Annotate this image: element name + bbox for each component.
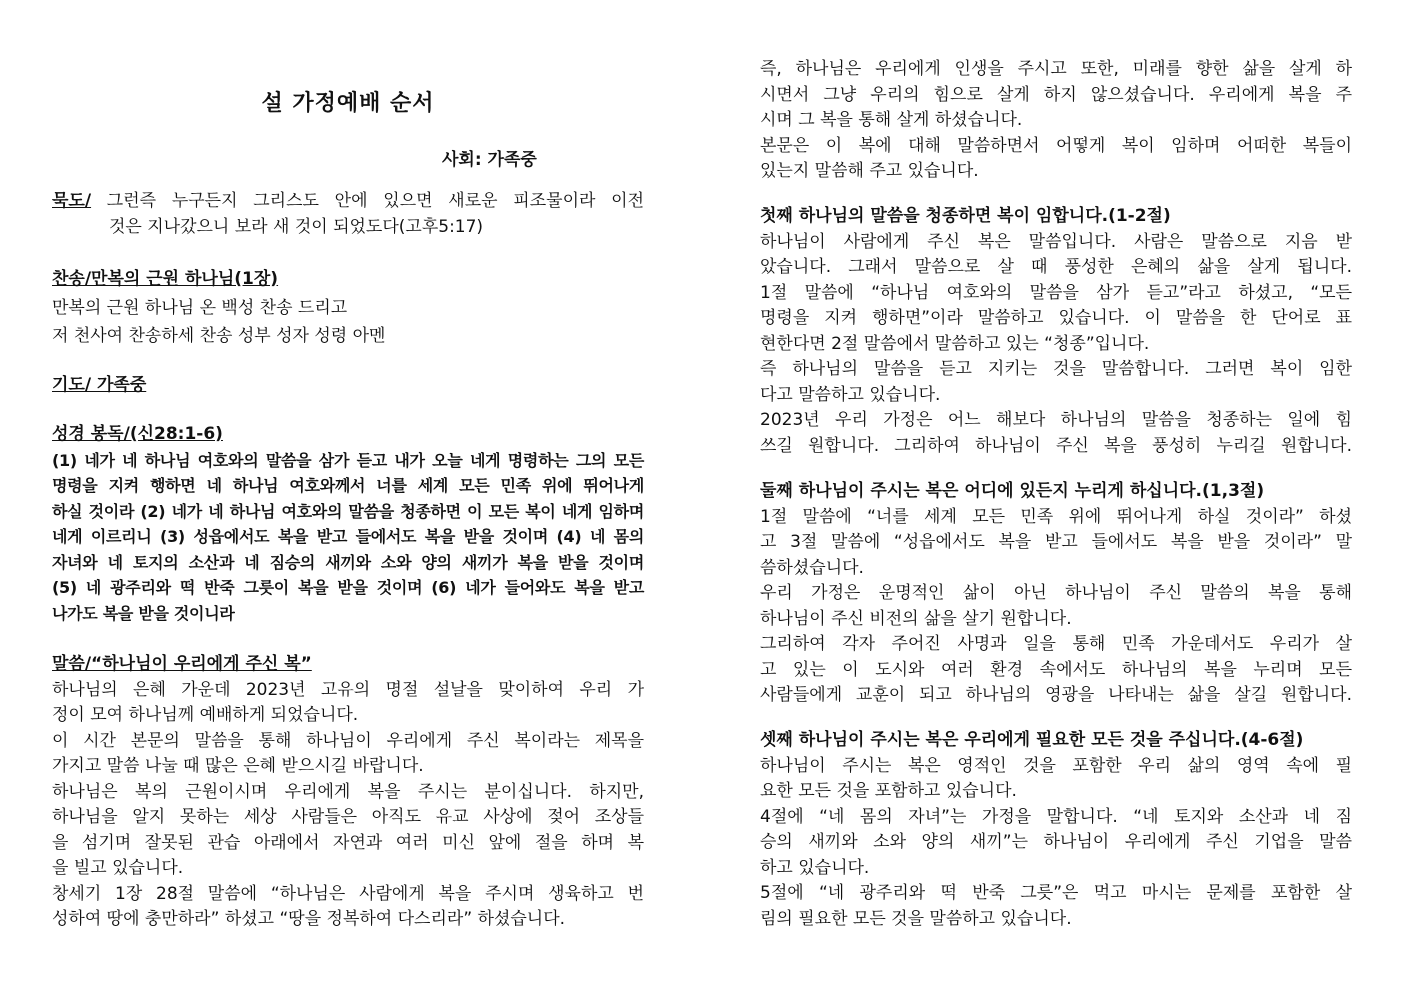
point1-heading: 첫째 하나님의 말씀을 청종하면 복이 임합니다.(1-2절)	[760, 206, 1171, 226]
hymn-line-2: 저 천사여 찬송하세 찬송 성부 성자 성령 아멘	[52, 326, 386, 346]
mukdo-label: 묵도/	[52, 191, 92, 211]
sermon-line: 하나님은 복의 근원이시며 우리에게 복을 주시는 분이십니다. 하지만,	[52, 781, 644, 802]
sermon-line: 정이 모여 하나님께 예배하게 되었습니다.	[52, 705, 359, 725]
point3-line: 5절에 “네 광주리와 떡 반죽 그릇”은 먹고 마시는 문제를 포함한 살	[760, 883, 1352, 903]
intro-line: 시며 그 복을 통해 살게 하셨습니다.	[760, 110, 1023, 130]
point3-line: 하나님이 주시는 복은 영적인 것을 포함한 우리 삶의 영역 속에 필	[760, 755, 1352, 776]
scripture-line: 자녀와 네 토지의 소산과 네 짐승의 새끼와 소와 양의 새끼가 복을 받을 것이며	[52, 552, 644, 572]
point2-line: 사람들에게 교훈이 되고 하나님의 영광을 나타내는 삶을 살길 원합니다.	[760, 685, 1352, 705]
point1-line: 하나님이 사람에게 주신 복은 말씀입니다. 사람은 말씀으로 지음 받	[760, 231, 1352, 252]
point1-line: 명령을 지켜 행하면”이라 말씀하고 있습니다. 이 말씀을 한 단어로 표	[760, 308, 1352, 328]
sermon-line: 성하여 땅에 충만하라” 하셨고 “땅을 정복하여 다스리라” 하셨습니다.	[52, 909, 566, 929]
sermon-line: 을 빌고 있습니다.	[52, 858, 184, 878]
prayer-heading: 기도/ 가족중	[52, 375, 147, 395]
sermon-line: 창세기 1장 28절 말씀에 “하나님은 사람에게 복을 주시며 생육하고 번	[52, 883, 644, 904]
scripture-section	[52, 422, 644, 626]
sermon-line: 가지고 말씀 나눌 때 많은 은혜 받으시길 바랍니다.	[52, 756, 424, 776]
point1-line: 쓰길 원합니다. 그리하여 하나님이 주신 복을 풍성히 누리길 원합니다.	[760, 435, 1352, 456]
point1-line: 2023년 우리 가정은 어느 해보다 하나님의 말씀을 청종하는 일에 힘	[760, 410, 1352, 430]
intro-line: 있는지 말씀해 주고 있습니다.	[760, 161, 979, 181]
hymn-heading: 찬송/만복의 근원 하나님(1장)	[52, 269, 279, 289]
mukdo-section	[52, 189, 644, 240]
point1-line: 다고 말씀하고 있습니다.	[760, 384, 941, 405]
point2-line: 고 있는 이 도시와 여러 환경 속에서도 하나님의 복을 누리며 모든	[760, 659, 1352, 680]
scripture-heading: 성경 봉독/(신28:1-6)	[52, 424, 223, 444]
point2-line: 씀하셨습니다.	[760, 557, 864, 578]
point3-line: 승의 새끼와 소와 양의 새끼”는 하나님이 우리에게 주신 기업을 말씀	[760, 832, 1352, 852]
sermon-heading: 말씀/“하나님이 우리에게 주신 복”	[52, 654, 312, 674]
sermon-line: 을 섬기며 잘못된 관습 아래에서 자연과 여러 미신 앞에 절을 하며 복	[52, 832, 644, 853]
intro-line: 시면서 그냥 우리의 힘으로 살게 하지 않으셨습니다. 우리에게 복을 주	[760, 84, 1352, 105]
sermon-line: 하나님을 알지 못하는 세상 사람들은 아직도 유교 사상에 젖어 조상들	[52, 807, 644, 827]
mukdo-line-2: 것은 지나갔으니 보라 새 것이 되었도다(고후5:17)	[109, 216, 484, 237]
mukdo-text: 그런즉 누구든지 그리스도 안에 있으면 새로운 피조물이라 이전	[91, 191, 644, 211]
point3-line: 림의 필요한 모든 것을 말씀하고 있습니다.	[760, 908, 1072, 929]
sermon-line: 하나님의 은혜 가운데 2023년 고유의 명절 설날을 맞이하여 우리 가	[52, 679, 644, 700]
scripture-line: 하실 것이라 (2) 네가 네 하나님 여호와의 말씀을 청종하면 이 모든 복이 네게 임하며	[52, 501, 644, 521]
point3-heading: 셋째 하나님이 주시는 복은 우리에게 필요한 모든 것을 주십니다.(4-6절)	[760, 730, 1304, 750]
hymn-section	[52, 267, 644, 350]
intro-section	[760, 57, 1352, 185]
point2-line: 1절 말씀에 “너를 세계 모든 민족 위에 뛰어나게 하실 것이라” 하셨	[760, 506, 1352, 527]
scripture-line: 명령을 지켜 행하면 네 하나님 여호와께서 너를 세계 모든 민족 위에 뛰어나게	[52, 476, 644, 495]
point2-line: 우리 가정은 운명적인 삶이 아닌 하나님이 주신 말씀의 복을 통해	[760, 583, 1352, 603]
sermon-section	[52, 652, 644, 933]
point2-line: 고 3절 말씀에 “성읍에서도 복을 받고 들에서도 복을 받을 것이라” 말	[760, 532, 1352, 552]
point2-line: 하나님이 주신 비전의 삶을 살기 원합니다.	[760, 608, 1072, 629]
point2-line: 그리하여 각자 주어진 사명과 일을 통해 민족 가운데서도 우리가 살	[760, 634, 1352, 654]
point3-section	[760, 728, 1352, 932]
point1-section	[760, 204, 1352, 459]
prayer-section	[52, 373, 644, 399]
sermon-line: 이 시간 본문의 말씀을 통해 하나님이 우리에게 주신 복이라는 제목을	[52, 730, 644, 751]
scripture-line: (5) 네 광주리와 떡 반죽 그릇이 복을 받을 것이며 (6) 네가 들어와도 복을 받고	[52, 578, 644, 597]
point3-line: 하고 있습니다.	[760, 857, 870, 878]
point3-line: 요한 모든 것을 포함하고 있습니다.	[760, 781, 1017, 801]
point2-section	[760, 479, 1352, 709]
scripture-line: 나가도 복을 받을 것이니라	[52, 603, 235, 623]
page-title: 설 가정예배 순서	[261, 91, 435, 116]
scripture-line: 네게 이르리니 (3) 성읍에서도 복을 받고 들에서도 복을 받을 것이며 (4) 네 몸의	[52, 527, 644, 546]
point2-heading: 둘째 하나님이 주시는 복은 어디에 있든지 누리게 하십니다.(1,3절)	[760, 481, 1265, 501]
point1-line: 즉 하나님의 말씀을 듣고 지키는 것을 말씀합니다. 그러면 복이 임한	[760, 359, 1352, 379]
hymn-line-1: 만복의 근원 하나님 온 백성 찬송 드리고	[52, 297, 348, 318]
point1-line: 1절 말씀에 “하나님 여호와의 말씀을 삼가 듣고”라고 하셨고, “모든	[760, 282, 1352, 303]
point1-line: 았습니다. 그래서 말씀으로 살 때 풍성한 은혜의 삶을 살게 됩니다.	[760, 257, 1352, 277]
host-line: 사회: 가족중	[442, 150, 537, 170]
mukdo-line-1	[52, 189, 644, 215]
point1-line: 현한다면 2절 말씀에서 말씀하고 있는 “청종”입니다.	[760, 333, 1150, 354]
intro-line: 본문은 이 복에 대해 말씀하면서 어떻게 복이 임하며 어떠한 복들이	[760, 135, 1352, 156]
point3-line: 4절에 “네 몸의 자녀”는 가정을 말합니다. “네 토지와 소산과 네 짐	[760, 806, 1352, 827]
intro-line: 즉, 하나님은 우리에게 인생을 주시고 또한, 미래를 향한 삶을 살게 하	[760, 59, 1352, 79]
scripture-line: (1) 네가 네 하나님 여호와의 말씀을 삼가 듣고 내가 오늘 네게 명령하는 그의 모든	[52, 450, 644, 470]
